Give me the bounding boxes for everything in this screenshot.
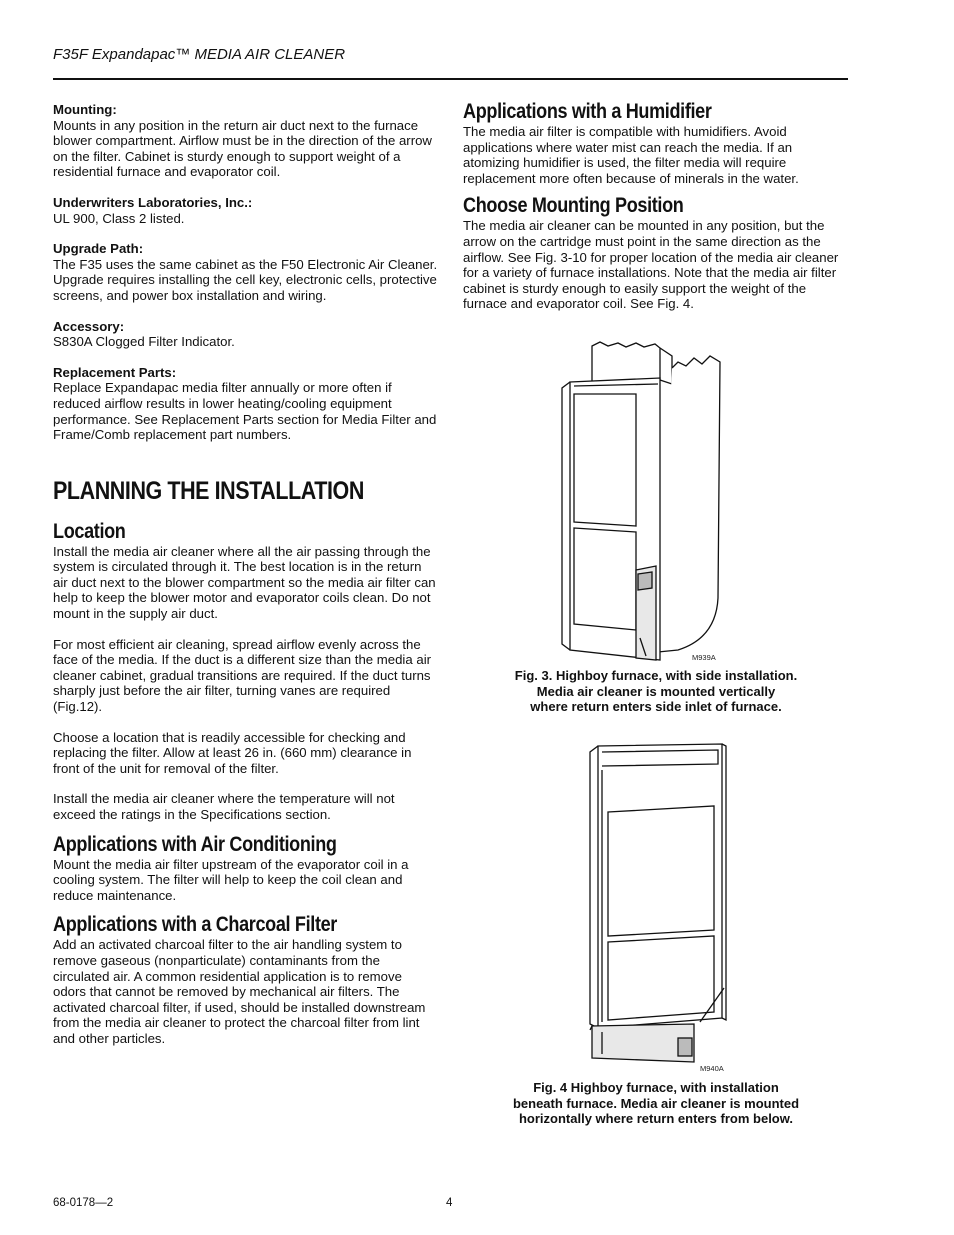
caption-line: beneath furnace. Media air cleaner is mounted bbox=[512, 1095, 800, 1111]
figure-4-illustration bbox=[588, 740, 728, 1064]
figure-4-code: M940A bbox=[700, 1064, 724, 1073]
location-heading: Location bbox=[53, 519, 126, 543]
spec-label: Accessory: bbox=[53, 318, 125, 334]
figure-4-caption bbox=[463, 1080, 849, 1127]
mounting-position-heading: Choose Mounting Position bbox=[463, 194, 684, 218]
spec-ul bbox=[53, 195, 438, 226]
charcoal-heading: Applications with a Charcoal Filter bbox=[53, 913, 338, 937]
spec-label: Replacement Parts: bbox=[53, 364, 177, 380]
location-paragraph: Choose a location that is readily accessible for checking and replacing the filter. Allow at least 26 in. (660 mm) clearance in front of the unit for removal of the filter. bbox=[53, 729, 412, 776]
left-column bbox=[53, 102, 438, 1047]
figure-3-caption bbox=[463, 668, 849, 715]
page-number: 4 bbox=[446, 1197, 453, 1209]
caption-line: where return enters side inlet of furnace. bbox=[530, 699, 782, 714]
spec-replacement bbox=[53, 365, 438, 443]
page-header: F35F Expandapac™ MEDIA AIR CLEANER bbox=[53, 46, 346, 63]
humidifier-text: The media air filter is compatible with humidifiers. Avoid applications where water mist can reach the media. If an atomizing humidifier is used, the filter media will require replacement more often because of minerals in the water. bbox=[463, 124, 799, 186]
spec-text: The F35 uses the same cabinet as the F50 Electronic Air Cleaner. Upgrade requires installing the cell key, electronic cells, protective screens, and power box installation and wiring. bbox=[53, 256, 438, 303]
spec-label: Underwriters Laboratories, Inc.: bbox=[53, 194, 253, 210]
spec-text: UL 900, Class 2 listed. bbox=[53, 210, 185, 226]
figure-3-illustration bbox=[560, 338, 732, 664]
spec-accessory bbox=[53, 319, 438, 350]
location-paragraph: Install the media air cleaner where all the air passing through the system is circulated through it. The best location is in the return air duct next to the blower compartment so the media air filter can help to keep the blower motor and evaporator coils clean. Do not mount in the supply air duct. bbox=[53, 543, 436, 622]
spec-label: Mounting: bbox=[53, 102, 117, 117]
right-column bbox=[463, 100, 849, 312]
mounting-position-text: The media air cleaner can be mounted in any position, but the arrow on the cartridge must point in the same direction as the airflow. See Fig. 3-10 for proper location of the media air cleaner for a variety of furnace installations. Note that the media air filter cabinet is sturdy enough to easily support the weight of the furnace and evaporator coil. See Fig. 4. bbox=[463, 218, 839, 312]
humidifier-heading: Applications with a Humidifier bbox=[463, 100, 712, 123]
spec-text: Replace Expandapac media filter annually or more often if reduced airflow results in lower heating/cooling equipment performance. See Replacement Parts section for Media Filter and Frame/Comb replacement part numbers. bbox=[53, 380, 437, 443]
spec-upgrade bbox=[53, 241, 438, 303]
header-rule bbox=[53, 78, 848, 80]
spec-text: S830A Clogged Filter Indicator. bbox=[53, 334, 235, 350]
location-paragraph: Install the media air cleaner where the temperature will not exceed the ratings in the Specifications section. bbox=[53, 791, 395, 822]
caption-line: Fig. 3. Highboy furnace, with side installation. bbox=[514, 668, 798, 683]
air-conditioning-text: Mount the media air filter upstream of the evaporator coil in a cooling system. The filter will help to keep the coil clean and reduce maintenance. bbox=[53, 856, 409, 903]
spec-text: Mounts in any position in the return air duct next to the furnace blower compartment. Airflow must be in the direction of the arrow on the filter. Cabinet is sturdy enough to support weight of a residential furnace and evaporator coil. bbox=[53, 117, 432, 180]
doc-number: 68-0178—2 bbox=[53, 1197, 114, 1209]
figure-3-code: M939A bbox=[692, 653, 716, 662]
caption-line: Fig. 4 Highboy furnace, with installation bbox=[533, 1080, 779, 1095]
location-paragraph: For most efficient air cleaning, spread airflow evenly across the face of the media. If the duct is a different size than the media air cleaner cabinet, gradual transitions are required. If the duct turns sharply just before the air filter, turning vanes are required (Fig.12). bbox=[53, 636, 432, 715]
spec-mounting bbox=[53, 102, 438, 180]
spec-label: Upgrade Path: bbox=[53, 241, 144, 257]
section-title: PLANNING THE INSTALLATION bbox=[53, 476, 364, 505]
caption-line: horizontally where return enters from below. bbox=[518, 1111, 793, 1126]
charcoal-text: Add an activated charcoal filter to the air handling system to remove gaseous (nonparticulate) contaminants from the circulated air. A common residential application is to remove odors that cannot be removed by mechanical air filters. The activated charcoal filter, if used, should be installed downstream from the media air cleaner to protect the charcoal filter from lint and other particles. bbox=[53, 937, 426, 1046]
caption-line: Media air cleaner is mounted vertically bbox=[536, 683, 776, 699]
air-conditioning-heading: Applications with Air Conditioning bbox=[53, 832, 337, 856]
